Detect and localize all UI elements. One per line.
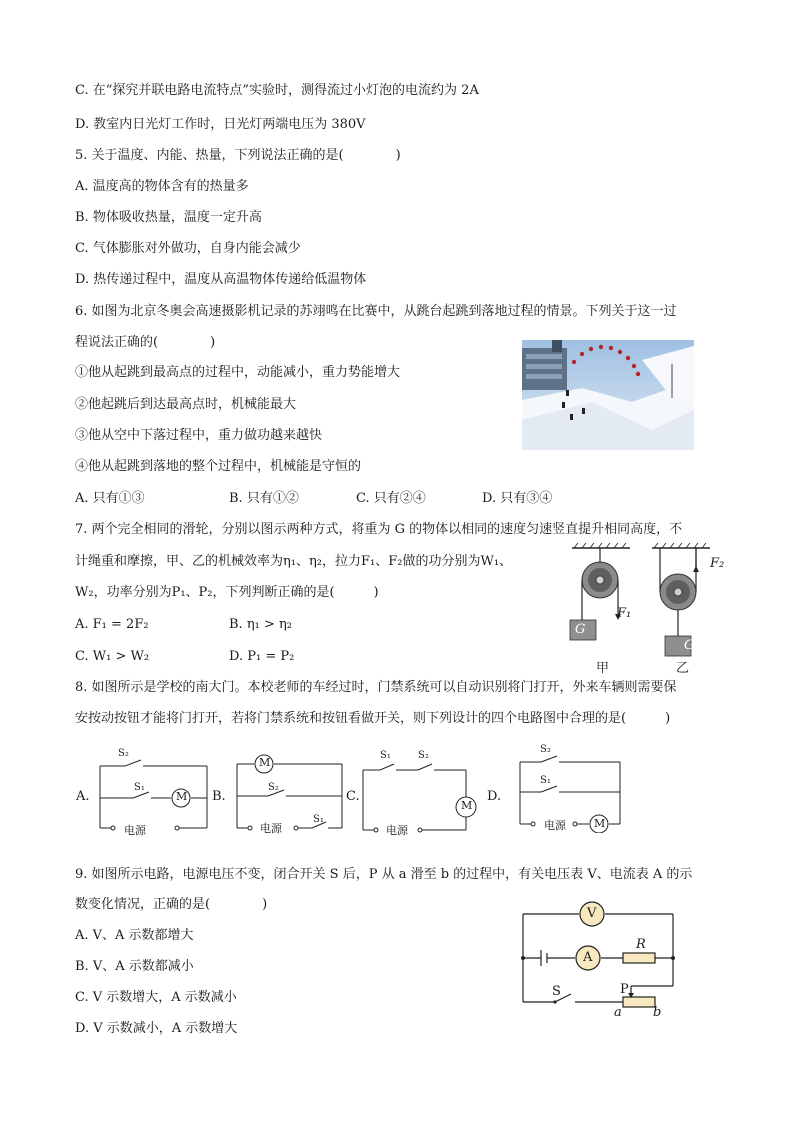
q4-option-d: D. 教室内日光灯工作时，日光灯两端电压为 380V: [75, 117, 366, 132]
q9-option-d: D. V 示数减小，A 示数增大: [75, 1021, 238, 1036]
circuit-d-motor: M: [594, 817, 606, 830]
q9-option-a: A. V、A 示数都增大: [75, 928, 194, 943]
q6-statement-4: ④他从起跳到落地的整个过程中，机械能是守恒的: [75, 459, 362, 474]
circuit-d-power: 电源: [544, 819, 566, 832]
circuit-a-s1: S₁: [134, 782, 145, 793]
circuit-a-motor: M: [176, 790, 188, 803]
pulley-figure: [560, 540, 730, 675]
q6-stem-line1: 6. 如图为北京冬奥会高速摄影机记录的苏翊鸣在比赛中，从跳台起跳到落地过程的情景。下列关于这一过: [75, 304, 677, 319]
circuit-b: [232, 750, 347, 835]
q6-stem-line2: 程说法正确的( ): [75, 335, 216, 350]
q7-stem-line2: 计绳重和摩擦，甲、乙的机械效率为η₁、η₂，拉力F₁、F₂做的功分别为W₁、: [75, 554, 513, 569]
rheostat-end-b-label: b: [653, 1005, 662, 1020]
ski-jump-photo: [522, 340, 694, 450]
jia-label: 甲: [596, 661, 610, 676]
q9-circuit: [515, 900, 695, 1020]
circuit-a-power: 电源: [124, 824, 146, 837]
q9-option-c: C. V 示数增大，A 示数减小: [75, 990, 237, 1005]
circuit-b-s2: S₂: [268, 782, 279, 793]
q6-option-c: C. 只有②④: [356, 491, 426, 506]
f1-label: F₁: [617, 606, 632, 621]
q6-option-a: A. 只有①③: [75, 491, 145, 506]
circuit-b-motor: M: [259, 756, 271, 769]
circuit-b-label: B.: [212, 789, 226, 804]
q8-stem-line2: 安按动按钮才能将门打开，若将门禁系统和按钮看做开关，则下列设计的四个电路图中合理的是( ): [75, 711, 671, 726]
f2-label: F₂: [710, 556, 725, 571]
q7-option-d: D. P₁ = P₂: [229, 649, 295, 664]
q6-statement-3: ③他从空中下落过程中，重力做功越来越快: [75, 428, 323, 443]
q8-stem-line1: 8. 如图所示是学校的南大门。本校老师的车经过时，门禁系统可以自动识别将门打开，外来车辆则需要保: [75, 680, 677, 695]
yi-weight-label: G: [684, 638, 695, 653]
circuit-b-power: 电源: [260, 822, 282, 835]
circuit-d-s2: S₂: [540, 744, 551, 755]
q9-stem-line1: 9. 如图所示电路，电源电压不变，闭合开关 S 后，P 从 a 滑至 b 的过程中，有关电压表 V、电流表 A 的示: [75, 867, 693, 882]
q6-statement-1: ①他从起跳到最高点的过程中，动能减小，重力势能增大: [75, 365, 401, 380]
ammeter-label: A: [583, 950, 593, 965]
circuit-b-s1: S₁: [313, 814, 324, 825]
circuit-d-s1: S₁: [540, 775, 551, 786]
circuit-a-label: A.: [76, 789, 90, 804]
q9-option-b: B. V、A 示数都减小: [75, 959, 194, 974]
q6-option-d: D. 只有③④: [482, 491, 553, 506]
circuit-c: [358, 750, 483, 835]
circuit-c-motor: M: [461, 799, 473, 812]
q7-option-c: C. W₁ > W₂: [75, 649, 150, 664]
q5-option-a: A. 温度高的物体含有的热量多: [75, 179, 249, 194]
switch-label: S: [552, 984, 561, 999]
q7-stem-line1: 7. 两个完全相同的滑轮，分别以图示两种方式，将重为 G 的物体以相同的速度匀速竖直提升相同高度，不: [75, 522, 683, 537]
q5-option-b: B. 物体吸收热量，温度一定升高: [75, 210, 262, 225]
circuit-d-label: D.: [487, 789, 502, 804]
rheostat-end-a-label: a: [614, 1005, 622, 1020]
circuit-c-power: 电源: [386, 824, 408, 837]
q5-stem: 5. 关于温度、内能、热量，下列说法正确的是( ): [75, 148, 401, 163]
circuit-d: [515, 748, 625, 833]
circuit-a-s2: S₂: [118, 748, 129, 759]
yi-label: 乙: [676, 661, 690, 676]
resistor-label: R: [636, 937, 646, 952]
q6-option-b: B. 只有①②: [229, 491, 299, 506]
circuit-c-label: C.: [346, 789, 360, 804]
voltmeter-label: V: [587, 906, 597, 921]
q9-stem-line2: 数变化情况，正确的是( ): [75, 897, 268, 912]
circuit-c-s1: S₁: [380, 750, 391, 761]
q7-stem-line3: W₂，功率分别为P₁、P₂，下列判断正确的是( ): [75, 585, 379, 600]
q7-option-a: A. F₁ = 2F₂: [75, 617, 149, 632]
q4-option-c: C. 在“探究并联电路电流特点”实验时，测得流过小灯泡的电流约为 2A: [75, 83, 479, 98]
q5-option-c: C. 气体膨胀对外做功，自身内能会减少: [75, 241, 301, 256]
q7-option-b: B. η₁ > η₂: [229, 617, 292, 632]
circuit-c-s2: S₂: [418, 750, 429, 761]
q6-statement-2: ②他起跳后到达最高点时，机械能最大: [75, 397, 297, 412]
jia-weight-label: G: [575, 622, 586, 637]
circuit-a: [95, 748, 210, 833]
slider-label: P: [620, 982, 629, 997]
q5-option-d: D. 热传递过程中，温度从高温物体传递给低温物体: [75, 272, 367, 287]
